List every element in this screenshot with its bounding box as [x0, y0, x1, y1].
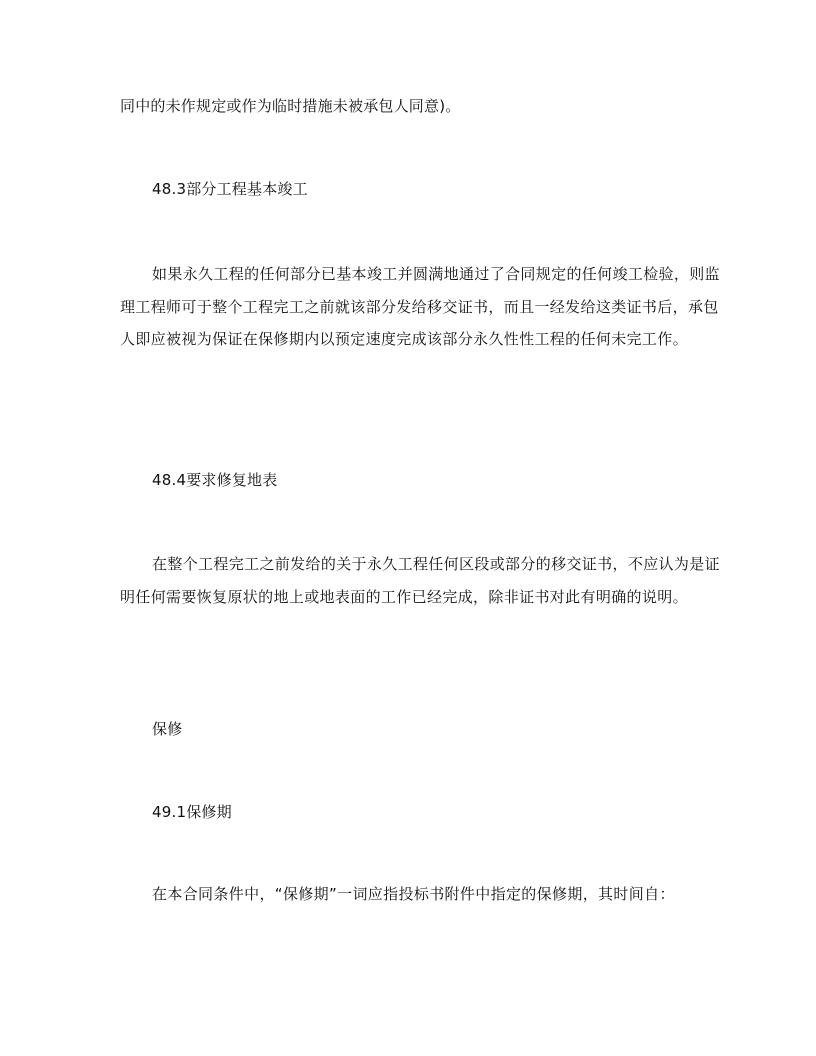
section-48-3-heading: 48.3部分工程基本竣工	[152, 180, 308, 198]
section-48-4-heading: 48.4要求修复地表	[152, 471, 278, 489]
continuation-text: 同中的未作规定或作为临时措施未被承包人同意)。	[120, 97, 461, 115]
section-49-1-paragraph: 在本合同条件中，“保修期”一词应指投标书附件中指定的保修期，其时间自：	[152, 885, 675, 903]
section-48-3-paragraph: 如果永久工程的任何部分已基本竣工并圆满地通过了合同规定的任何竣工检验，则监理工程师可于整个工程完工之前就该部分发给移交证书，而且一经发给这类证书后，承包人即应被视为保证在保修期内以预定速度完成该部分永久性性工程的任何未完工作。	[120, 265, 720, 348]
section-48-4-paragraph: 在整个工程完工之前发给的关于永久工程任何区段或部分的移交证书，不应认为是证明任何需要恢复原状的地上或地表面的工作已经完成，除非证书对此有明确的说明。	[120, 555, 720, 606]
chapter-heading-warranty: 保修	[152, 720, 183, 738]
section-49-1-heading: 49.1保修期	[152, 803, 232, 821]
